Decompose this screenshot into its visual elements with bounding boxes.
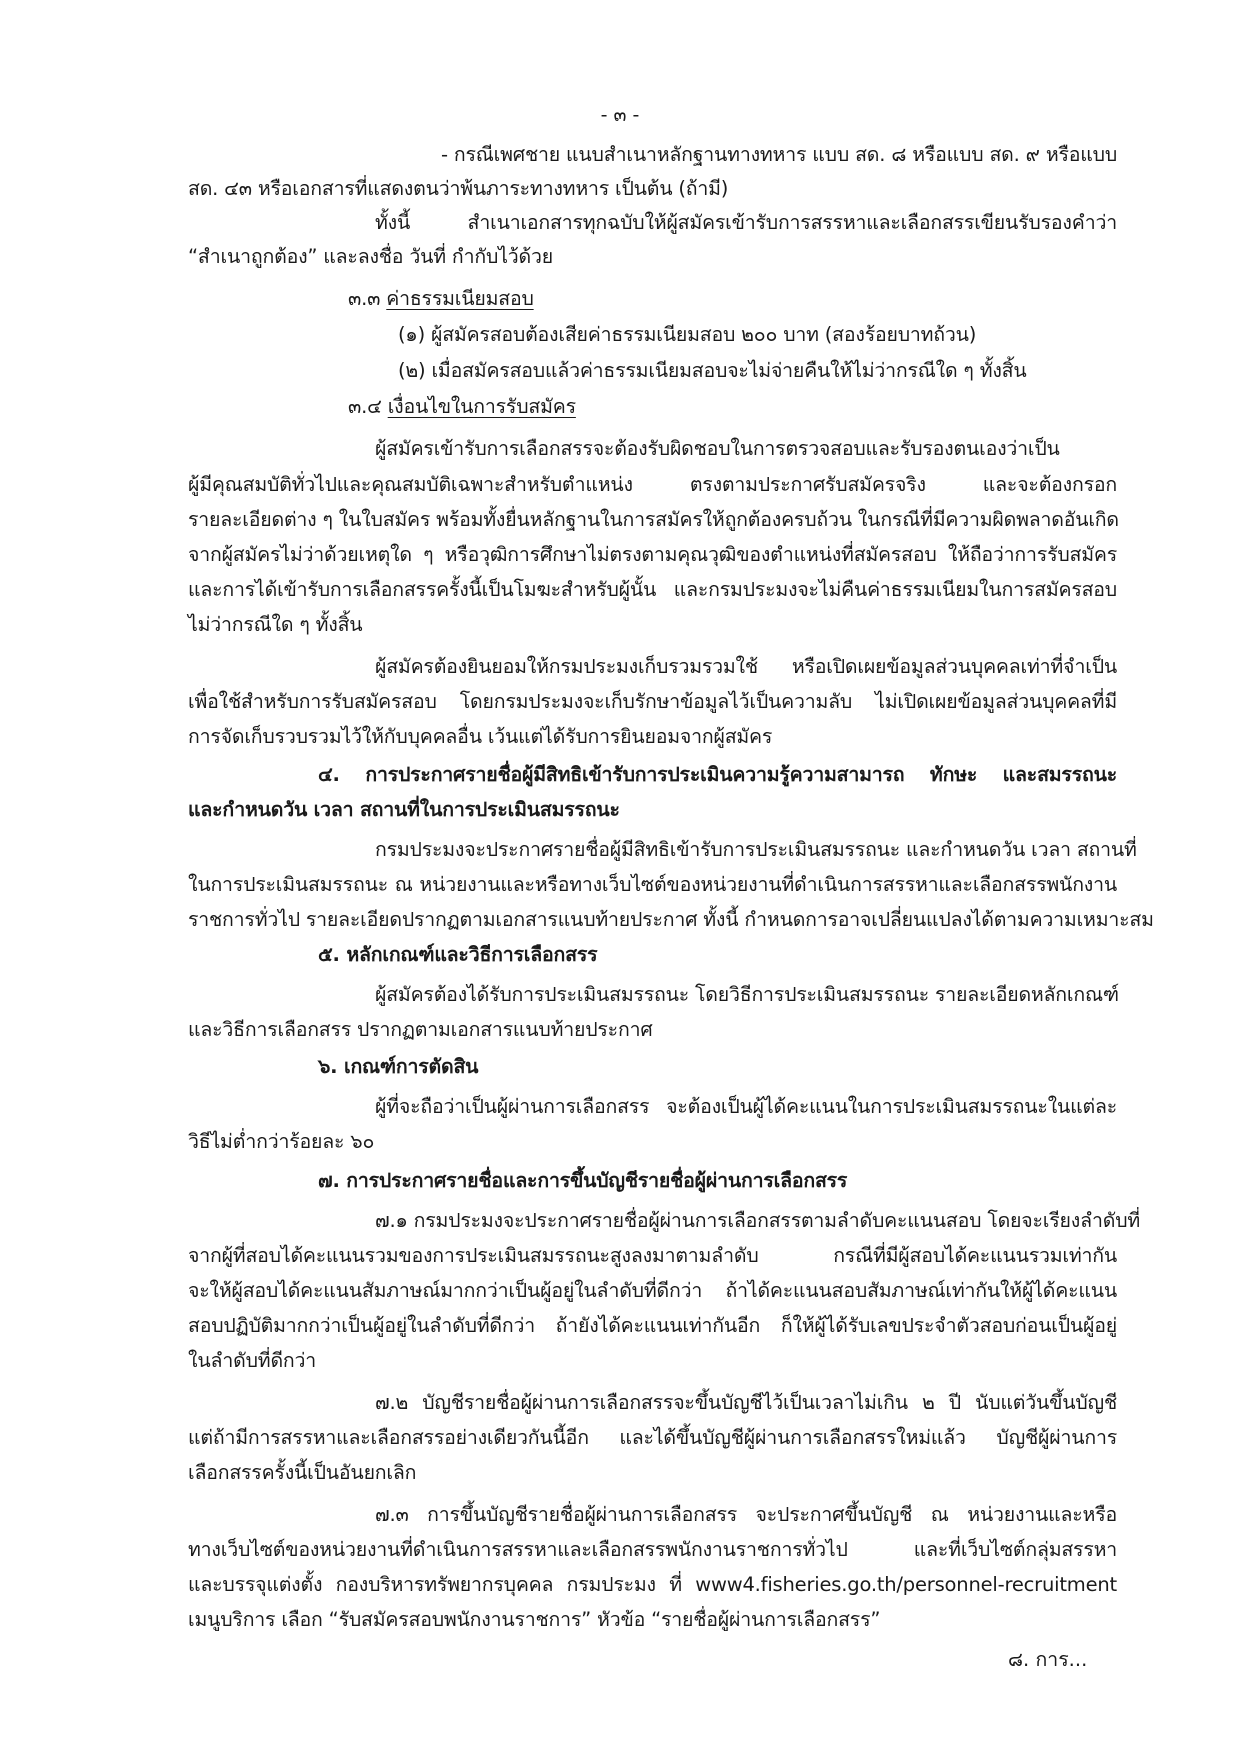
section-7-2-line: แต่ถ้ามีการสรรหาและเลือกสรรอย่างเดียวกันนี้อีก และได้ขึ้นบัญชีผู้ผ่านการเลือกสรรใหม่แล้ว บัญชีผู้ผ่านการ [188,1426,1117,1449]
continuation-marker: ๘. การ... [1008,1648,1088,1671]
certify-line-2: “สำเนาถูกต้อง” และลงชื่อ วันที่ กำกับไว้ด้วย [188,245,553,268]
section-7-3-line: ๗.๓ การขึ้นบัญชีรายชื่อผู้ผ่านการเลือกสรร จะประกาศขึ้นบัญชี ณ หน่วยงานและหรือ [375,1503,1117,1526]
section-5-body-line: ผู้สมัครต้องได้รับการประเมินสมรรถนะ โดยวิธีการประเมินสมรรถนะ รายละเอียดหลักเกณฑ์ [375,983,1119,1006]
section-3-4-title: เงื่อนไขในการรับสมัคร [387,395,576,418]
section-7-3-line: ทางเว็บไซต์ของหน่วยงานที่ดำเนินการสรรหาและเลือกสรรพนักงานราชการทั่วไป และที่เว็บไซต์กลุ่มสรรหา [188,1538,1117,1561]
male-document-line-2: สด. ๔๓ หรือเอกสารที่แสดงตนว่าพ้นภาระทางทหาร เป็นต้น (ถ้ามี) [188,177,729,200]
section-7-3-line: และบรรจุแต่งตั้ง กองบริหารทรัพยากรบุคคล กรมประมง ที่ www4.fisheries.go.th/personnel-recruitment [188,1573,1117,1596]
conditions-para1-line: รายละเอียดต่าง ๆ ในใบสมัคร พร้อมทั้งยื่นหลักฐานในการสมัครให้ถูกต้องครบถ้วน ในกรณีที่มีความผิดพลาดอันเกิด [188,508,1119,531]
section-7-3-line: เมนูบริการ เลือก “รับสมัครสอบพนักงานราชการ” หัวข้อ “รายชื่อผู้ผ่านการเลือกสรร” [188,1608,881,1631]
section-6-heading: ๖. เกณฑ์การตัดสิน [318,1055,479,1078]
conditions-para1-line: ผู้สมัครเข้ารับการเลือกสรรจะต้องรับผิดชอบในการตรวจสอบและรับรองตนเองว่าเป็น [375,437,1060,460]
conditions-para1-line: และการได้เข้ารับการเลือกสรรครั้งนี้เป็นโมฆะสำหรับผู้นั้น และกรมประมงจะไม่คืนค่าธรรมเนียมในการสมัครสอบ [188,578,1117,601]
section-7-1-line: สอบปฏิบัติมากกว่าเป็นผู้อยู่ในลำดับที่ดีกว่า ถ้ายังได้คะแนนเท่ากันอีก ก็ให้ผู้ได้รับเลขประจำตัวสอบก่อนเป็นผู้อยู่ [188,1314,1117,1337]
section-6-body-line: วิธีไม่ต่ำกว่าร้อยละ ๖๐ [188,1130,375,1153]
section-7-1-line: ๗.๑ กรมประมงจะประกาศรายชื่อผู้ผ่านการเลือกสรรตามลำดับคะแนนสอบ โดยจะเรียงลำดับที่ [375,1209,1141,1232]
conditions-para2-line: ผู้สมัครต้องยินยอมให้กรมประมงเก็บรวมรวมใช้ หรือเปิดเผยข้อมูลส่วนบุคคลเท่าที่จำเป็น [375,655,1117,678]
page-number: - ๓ - [600,104,640,126]
section-5-heading: ๕. หลักเกณฑ์และวิธีการเลือกสรร [318,943,598,966]
fee-item-2: (๒) เมื่อสมัครสอบแล้วค่าธรรมเนียมสอบจะไม่จ่ายคืนให้ไม่ว่ากรณีใด ๆ ทั้งสิ้น [398,359,1027,382]
section-3-4-heading [348,390,1240,424]
section-7-2-line: เลือกสรรครั้งนี้เป็นอันยกเลิก [188,1461,417,1484]
section-4-body-line: ราชการทั่วไป รายละเอียดปรากฏตามเอกสารแนบท้ายประกาศ ทั้งนี้ กำหนดการอาจเปลี่ยนแปลงได้ตามความเหมาะสม [188,908,1154,931]
conditions-para2-line: การจัดเก็บรวบรวมไว้ให้กับบุคคลอื่น เว้นแต่ได้รับการยินยอมจากผู้สมัคร [188,725,773,748]
conditions-para1-line: ไม่ว่ากรณีใด ๆ ทั้งสิ้น [188,613,363,636]
section-7-1-line: ในลำดับที่ดีกว่า [188,1349,317,1372]
section-4-heading-line-1: ๔. การประกาศรายชื่อผู้มีสิทธิเข้ารับการประเมินความรู้ความสามารถ ทักษะ และสมรรถนะ [318,763,1117,786]
section-7-2-line: ๗.๒ บัญชีรายชื่อผู้ผ่านการเลือกสรรจะขึ้นบัญชีไว้เป็นเวลาไม่เกิน ๒ ปี นับแต่วันขึ้นบัญชี [375,1391,1117,1414]
fee-item-1: (๑) ผู้สมัครสอบต้องเสียค่าธรรมเนียมสอบ ๒๐๐ บาท (สองร้อยบาทถ้วน) [398,323,977,346]
section-7-1-line: จากผู้ที่สอบได้คะแนนรวมของการประเมินสมรรถนะสูงลงมาตามลำดับ กรณีที่มีผู้สอบได้คะแนนรวมเท่ากัน [188,1244,1117,1267]
male-document-line-1: - กรณีเพศชาย แนบสำเนาหลักฐานทางทหาร แบบ สด. ๘ หรือแบบ สด. ๙ หรือแบบ [441,143,1117,166]
certify-line-1: ทั้งนี้ สำเนาเอกสารทุกฉบับให้ผู้สมัครเข้ารับการสรรหาและเลือกสรรเขียนรับรองคำว่า [375,211,1117,234]
section-6-body-line: ผู้ที่จะถือว่าเป็นผู้ผ่านการเลือกสรร จะต้องเป็นผู้ได้คะแนนในการประเมินสมรรถนะในแต่ละ [375,1095,1117,1118]
section-3-3-heading [348,282,1240,316]
section-7-1-line: จะให้ผู้สอบได้คะแนนสัมภาษณ์มากกว่าเป็นผู้อยู่ในลำดับที่ดีกว่า ถ้าได้คะแนนสอบสัมภาษณ์เท่ากันให้ผู้ได้คะแนน [188,1279,1117,1302]
section-5-body-line: และวิธีการเลือกสรร ปรากฏตามเอกสารแนบท้ายประกาศ [188,1018,653,1041]
section-7-heading: ๗. การประกาศรายชื่อและการขึ้นบัญชีรายชื่อผู้ผ่านการเลือกสรร [318,1169,848,1192]
section-4-body-line: ในการประเมินสมรรถนะ ณ หน่วยงานและหรือทางเว็บไซต์ของหน่วยงานที่ดำเนินการสรรหาและเลือกสรรพนักงาน [188,873,1117,896]
section-4-body-line: กรมประมงจะประกาศรายชื่อผู้มีสิทธิเข้ารับการประเมินสมรรถนะ และกำหนดวัน เวลา สถานที่ [375,838,1137,861]
section-3-4-number: ๓.๔ [348,395,382,418]
section-3-3-title: ค่าธรรมเนียมสอบ [386,287,534,310]
section-4-heading-line-2: และกำหนดวัน เวลา สถานที่ในการประเมินสมรรถนะ [188,798,620,821]
conditions-para2-line: เพื่อใช้สำหรับการรับสมัครสอบ โดยกรมประมงจะเก็บรักษาข้อมูลไว้เป็นความลับ ไม่เปิดเผยข้อมูลส่วนบุคคลที่มี [188,690,1117,713]
conditions-para1-line: ผู้มีคุณสมบัติทั่วไปและคุณสมบัติเฉพาะสำหรับตำแหน่ง ตรงตามประกาศรับสมัครจริง และจะต้องกรอก [188,473,1117,496]
section-3-3-number: ๓.๓ [348,287,381,310]
conditions-para1-line: จากผู้สมัครไม่ว่าด้วยเหตุใด ๆ หรือวุฒิการศึกษาไม่ตรงตามคุณวุฒิของตำแหน่งที่สมัครสอบ ให้ถือว่าการรับสมัคร [188,543,1117,566]
